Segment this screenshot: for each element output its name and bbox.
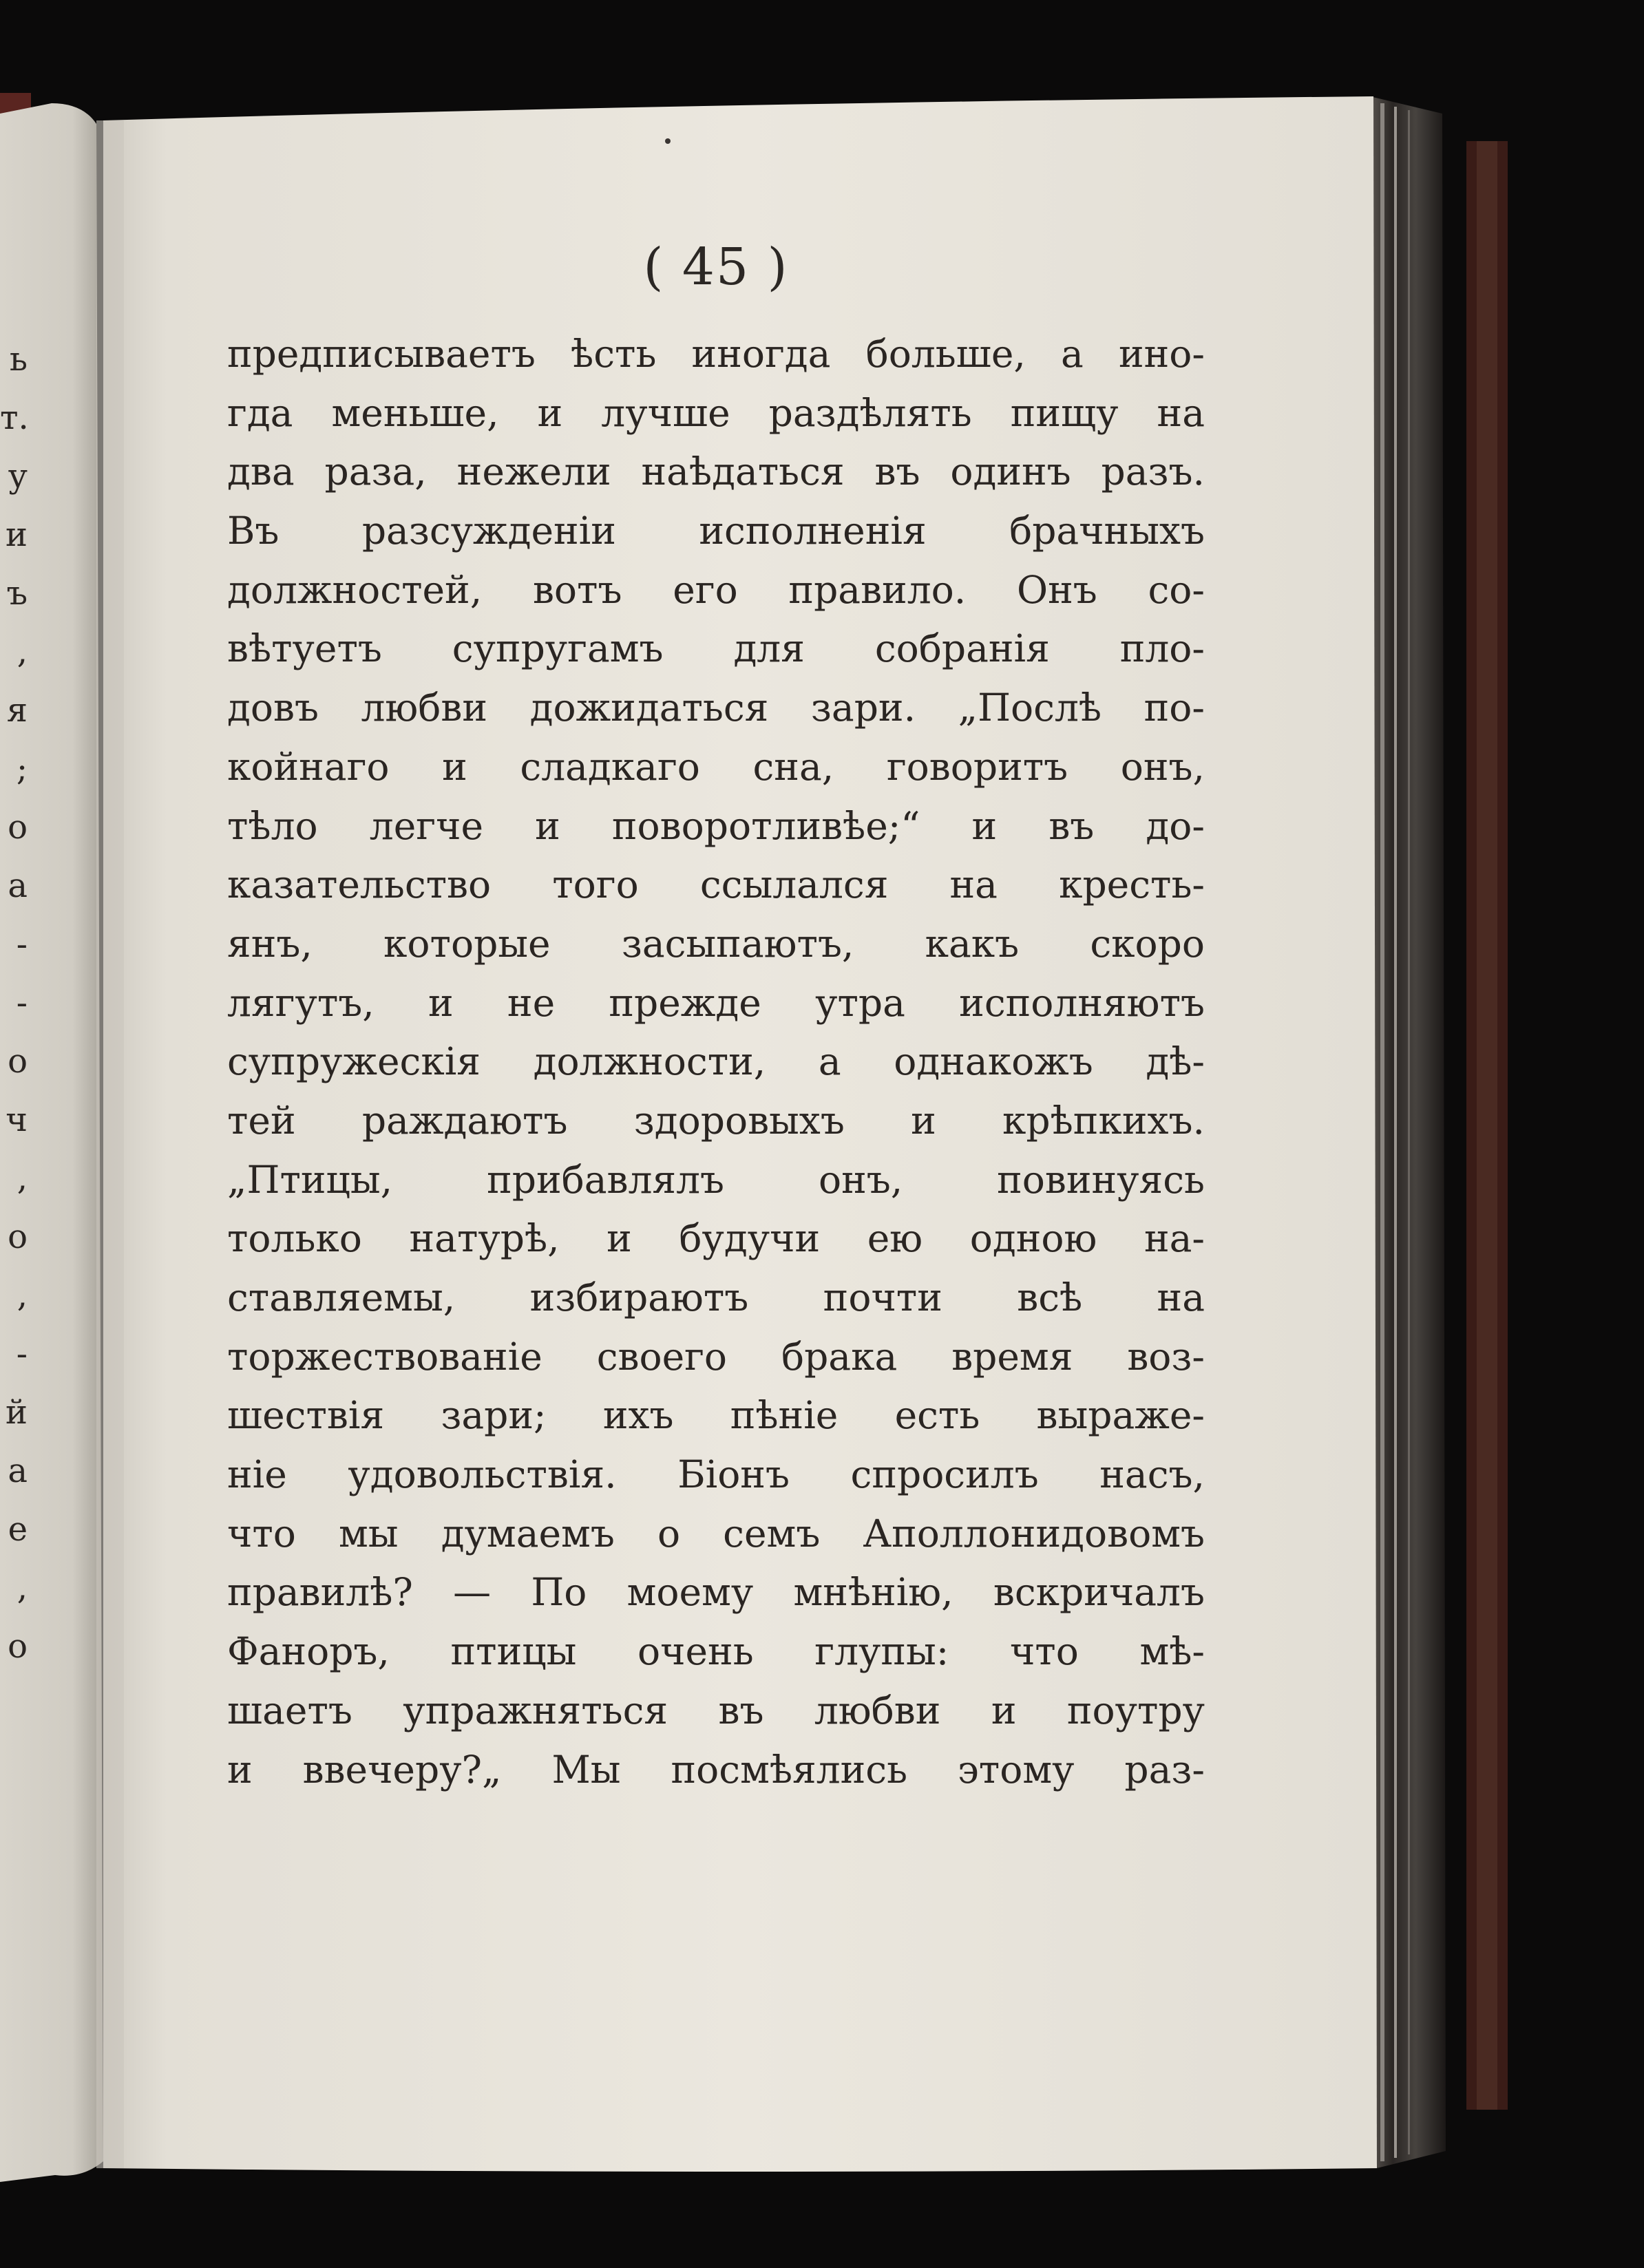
text-line: тѣло легче и поворотливѣе;“ и въ до- [227,803,1205,848]
text-line: два раза, нежели наѣдаться въ одинъ разъ. [227,449,1205,494]
left-fragment: , [17,1276,28,1315]
left-fragment: ъ [6,574,28,613]
text-line: ставляемы, избираютъ почти всѣ на [227,1275,1205,1320]
left-fragment: а [8,867,28,905]
left-page-fragments [0,330,28,1676]
left-fragment: о [8,1627,28,1666]
text-line: гда меньше, и лучше раздѣлять пищу на [227,390,1205,435]
left-fragment: о [8,1042,28,1081]
left-fragment: а [8,1452,28,1490]
text-line: вѣтуетъ супругамъ для собранія пло- [227,626,1205,671]
text-line: и ввечеру?„ Мы посмѣялись этому раз- [227,1747,1205,1792]
text-line: шаетъ упражняться въ любви и поутру [227,1688,1205,1732]
left-fragment: й [6,1393,28,1432]
left-fragment: я [6,691,28,730]
text-line: тей раждаютъ здоровыхъ и крѣпкихъ. [227,1098,1205,1143]
text-line: торжествованіе своего брака время воз- [227,1334,1205,1379]
page-number: ( 45 ) [643,237,789,297]
text-line: Въ разсужденіи исполненія брачныхъ [227,509,1205,553]
text-line: только натурѣ, и будучи ею одною на- [227,1216,1205,1261]
text-line: что мы думаемъ о семъ Аполлонидовомъ [227,1511,1205,1556]
text-line: казательство того ссылался на кресть- [227,862,1205,907]
text-line: довъ любви дожидаться зари. „Послѣ по- [227,686,1205,730]
left-fragment: ; [16,750,28,788]
page-text [227,325,1205,1799]
text-line: лягутъ, и не прежде утра исполняютъ [227,980,1205,1025]
text-line: ніе удовольствія. Біонъ спросилъ насъ, [227,1452,1205,1497]
text-line: супружескія должности, а однакожъ дѣ- [227,1039,1205,1084]
left-fragment: - [16,984,28,1022]
left-fragment: е [8,1510,28,1549]
left-fragment: - [16,1335,28,1373]
text-line: койнаго и сладкаго сна, говоритъ онъ, [227,744,1205,789]
text-line: „Птицы, прибавлялъ онъ, повинуясь [227,1157,1205,1202]
text-line: должностей, вотъ его правило. Онъ со- [227,567,1205,612]
left-fragment: т. [0,399,29,437]
text-line: правилѣ? — По моему мнѣнію, вскричалъ [227,1570,1205,1615]
left-fragment: ь [9,340,28,379]
text-line: Фаноръ, птицы очень глупы: что мѣ- [227,1629,1205,1674]
left-fragment: , [17,633,28,671]
left-fragment: - [16,925,28,964]
text-line: шествія зари; ихъ пѣніе есть выраже- [227,1393,1205,1438]
left-fragment: о [8,1218,28,1256]
left-fragment: , [17,1569,28,1607]
text-line: янъ, которые засыпаютъ, какъ скоро [227,921,1205,966]
left-fragment: о [8,808,28,847]
left-fragment: ч [6,1101,28,1139]
text-line: предписываетъ ѣсть иногда больше, а ино- [227,332,1205,376]
left-fragment: и [6,516,28,554]
left-fragment: у [8,457,28,496]
left-fragment: , [17,1159,28,1198]
